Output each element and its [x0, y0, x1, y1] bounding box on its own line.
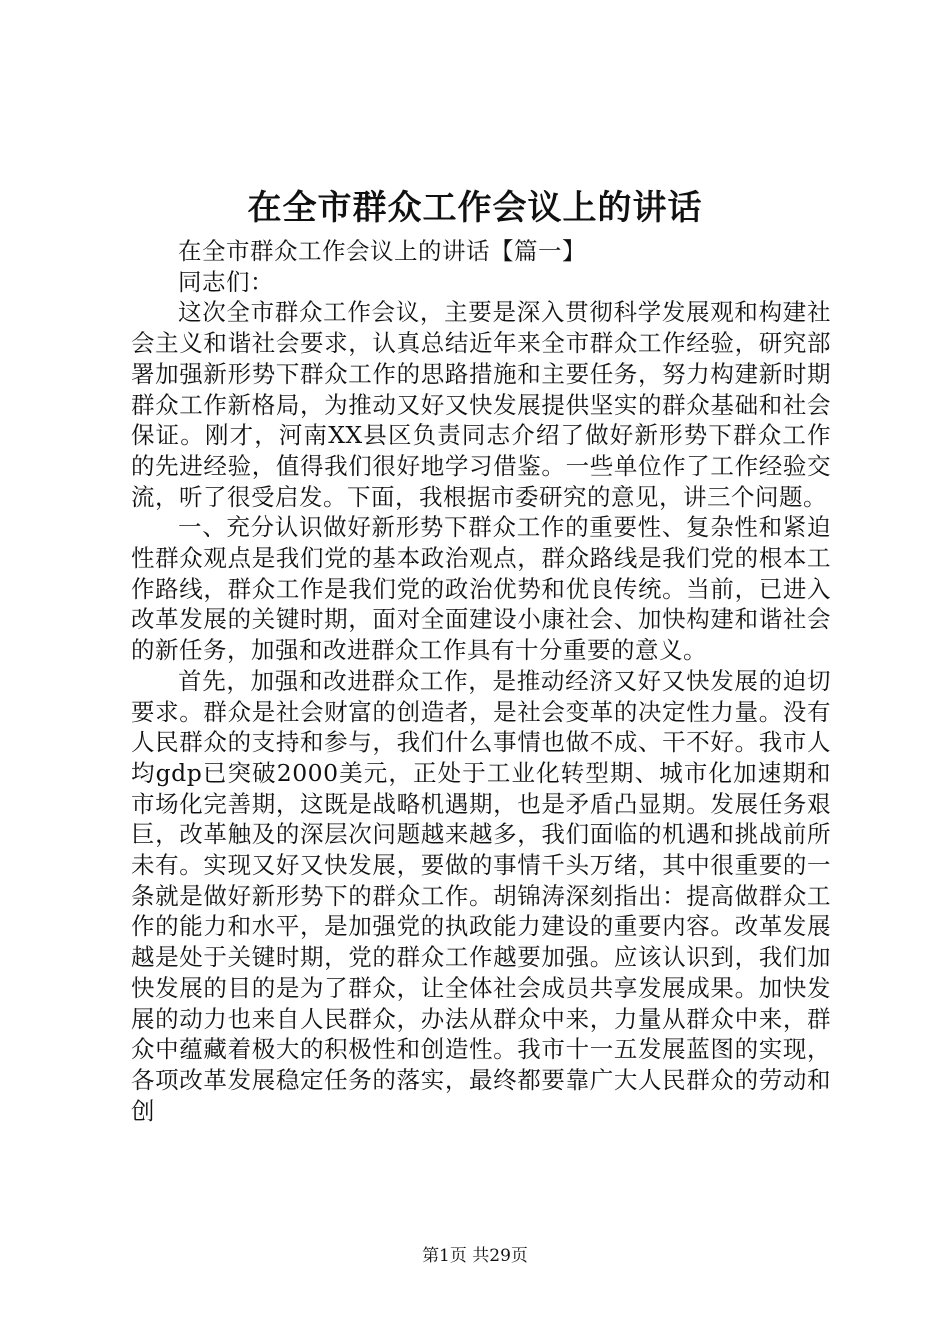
document-title: 在全市群众工作会议上的讲话	[247, 188, 703, 228]
paragraph-intro: 这次全市群众工作会议，主要是深入贯彻科学发展观和构建社会主义和谐社会要求，认真总结近年来全市群众工作经验，研究部署加强新形势下群众工作的思路措施和主要任务，努力构建新时期群众工作新格局，为推动又好又快发展提供坚实的群众基础和社会保证。刚才，河南XX县区负责同志介绍了做好新形势下群众工作的先进经验，值得我们很好地学习借鉴。一些单位作了工作经验交流，听了很受启发。下面，我根据市委研究的意见，讲三个问题。	[131, 298, 831, 511]
paragraph-section-heading: 在全市群众工作会议上的讲话【篇一】	[178, 237, 586, 265]
paragraph-salutation: 同志们：	[178, 267, 274, 296]
page-number-footer: 第1页 共29页	[422, 1246, 528, 1266]
paragraph-part-one: 一、充分认识做好新形势下群众工作的重要性、复杂性和紧迫性群众观点是我们党的基本政治观点，群众路线是我们党的根本工作路线，群众工作是我们党的政治优势和优良传统。当前，已进入改革发展的关键时期，面对全面建设小康社会、加快构建和谐社会的新任务，加强和改进群众工作具有十分重要的意义。	[131, 513, 831, 665]
paragraph-first-point: 首先，加强和改进群众工作，是推动经济又好又快发展的迫切要求。群众是社会财富的创造者，是社会变革的决定性力量。没有人民群众的支持和参与，我们什么事情也做不成、干不好。我市人均gdp已突破2000美元，正处于工业化转型期、城市化加速期和市场化完善期，这既是战略机遇期，也是矛盾凸显期。发展任务艰巨，改革触及的深层次问题越来越多，我们面临的机遇和挑战前所未有。实现又好又快发展，要做的事情千头万绪，其中很重要的一条就是做好新形势下的群众工作。胡锦涛深刻指出：提高做群众工作的能力和水平，是加强党的执政能力建设的重要内容。改革发展越是处于关键时期，党的群众工作越要加强。应该认识到，我们加快发展的目的是为了群众，让全体社会成员共享发展成果。加快发展的动力也来自人民群众，办法从群众中来，力量从群众中来，群众中蕴藏着极大的积极性和创造性。我市十一五发展蓝图的实现，各项改革发展稳定任务的落实，最终都要靠广大人民群众的劳动和创	[131, 666, 831, 1125]
document-body	[131, 236, 831, 1126]
